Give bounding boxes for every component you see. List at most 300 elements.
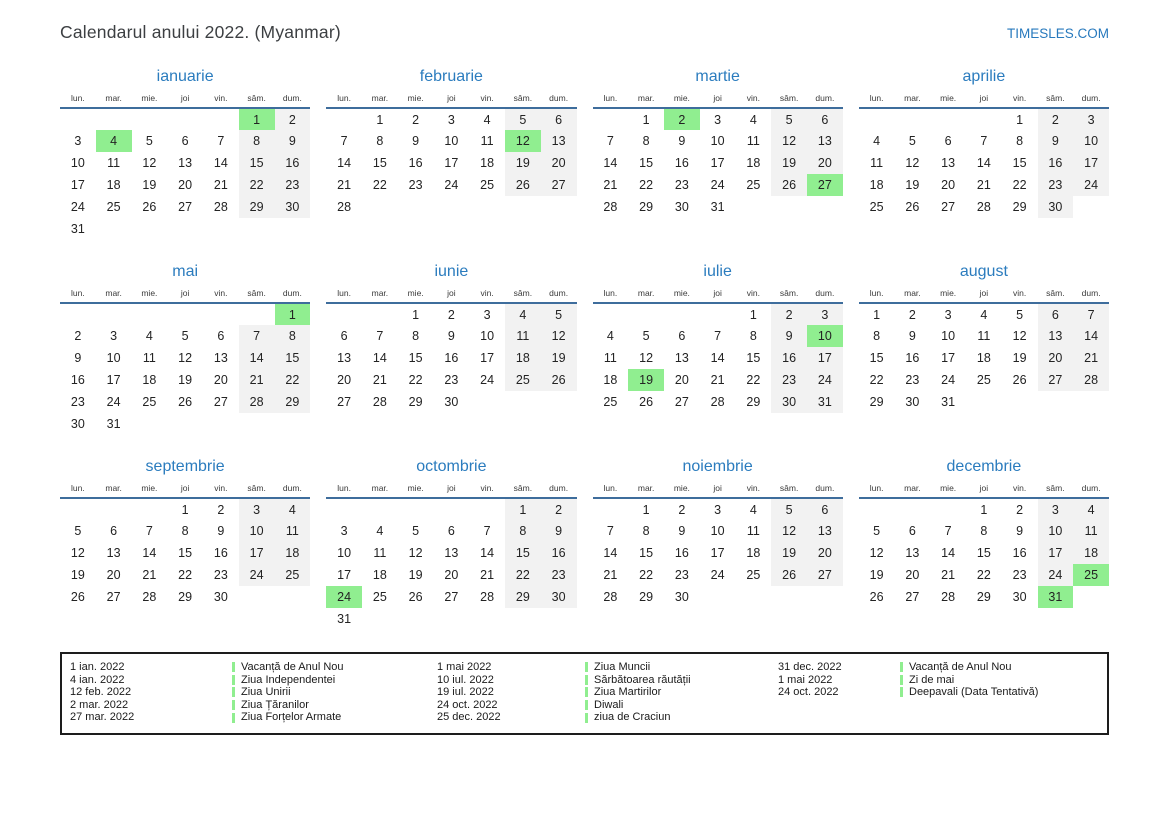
- day-cell: 19: [869, 568, 884, 582]
- empty-cell: [469, 391, 505, 413]
- day-cell: 14: [976, 156, 991, 170]
- day-cell: 10: [337, 546, 352, 560]
- day-cell: 7: [217, 134, 225, 148]
- day-cell: 9: [908, 329, 916, 343]
- weekday-label: lun.: [593, 288, 629, 303]
- day-cell: 1: [1016, 112, 1024, 127]
- day-cell: 8: [376, 134, 384, 148]
- day-cell: 12: [70, 546, 85, 560]
- empty-cell: [807, 196, 843, 218]
- day-cell: 21: [372, 373, 387, 387]
- empty-cell: [505, 196, 541, 218]
- day-cell: 13: [1038, 325, 1074, 347]
- day-cell: 29: [275, 391, 311, 413]
- empty-cell: [895, 108, 931, 130]
- day-cell: 27: [541, 174, 577, 196]
- day-cell: 3: [1038, 498, 1074, 520]
- day-cell: 28: [239, 391, 275, 413]
- day-cell: 5: [771, 498, 807, 520]
- day-cell: 29: [869, 395, 884, 409]
- day-cell: 19: [628, 369, 664, 391]
- empty-cell: [700, 586, 736, 608]
- weekday-label: mar.: [362, 93, 398, 108]
- legend-date: 24 oct. 2022: [778, 686, 839, 699]
- day-cell: 18: [142, 373, 157, 387]
- weekday-label: joi: [700, 483, 736, 498]
- empty-cell: [859, 498, 895, 520]
- day-cell: 30: [275, 196, 311, 218]
- empty-cell: [593, 303, 629, 325]
- holiday-marker-icon: [585, 713, 588, 723]
- day-cell: 7: [606, 134, 614, 148]
- day-cell: 26: [771, 174, 807, 196]
- legend-date: 4 ian. 2022: [70, 673, 125, 686]
- day-cell: 18: [106, 178, 121, 192]
- day-cell: 21: [603, 178, 618, 192]
- day-cell: 13: [106, 546, 121, 560]
- day-cell: 8: [1016, 134, 1024, 148]
- legend-entry: [585, 711, 691, 724]
- day-cell: 18: [869, 178, 884, 192]
- weekday-label: mar.: [628, 93, 664, 108]
- day-cell: 17: [807, 347, 843, 369]
- day-cell: 9: [74, 351, 82, 365]
- day-cell: 28: [1073, 369, 1109, 391]
- day-cell: 24: [106, 395, 121, 409]
- day-cell: 7: [145, 524, 153, 538]
- day-cell: 26: [541, 369, 577, 391]
- day-cell: 10: [444, 134, 459, 148]
- empty-cell: [96, 303, 132, 325]
- day-cell: 7: [340, 134, 348, 148]
- day-cell: 7: [376, 329, 384, 343]
- day-cell: 17: [106, 373, 121, 387]
- weekday-label: mie.: [398, 93, 434, 108]
- day-cell: 17: [337, 568, 352, 582]
- day-cell: 30: [70, 417, 85, 431]
- holiday-marker-icon: [232, 662, 235, 672]
- weekday-label: mar.: [96, 288, 132, 303]
- legend-entry: [585, 661, 691, 674]
- day-cell: 20: [905, 568, 920, 582]
- day-cell: 30: [1012, 590, 1027, 604]
- day-cell: 30: [674, 200, 689, 214]
- day-cell: 7: [1073, 303, 1109, 325]
- empty-cell: [398, 196, 434, 218]
- day-cell: 4: [376, 524, 384, 538]
- day-cell: 19: [1012, 351, 1027, 365]
- day-cell: 27: [337, 395, 352, 409]
- empty-cell: [275, 413, 311, 435]
- day-cell: 8: [749, 329, 757, 343]
- day-cell: 29: [976, 590, 991, 604]
- day-cell: 22: [976, 568, 991, 582]
- day-cell: 25: [603, 395, 618, 409]
- day-cell: 11: [746, 524, 760, 538]
- day-cell: 18: [275, 542, 311, 564]
- month-title: iunie: [434, 263, 469, 280]
- weekday-label: vin.: [203, 93, 239, 108]
- weekday-label: joi: [966, 288, 1002, 303]
- day-cell: 25: [746, 178, 761, 192]
- day-cell: 26: [869, 590, 884, 604]
- day-cell: 5: [771, 108, 807, 130]
- legend-entry: [232, 711, 344, 724]
- day-cell: 22: [869, 373, 884, 387]
- day-cell: 14: [603, 156, 618, 170]
- day-cell: 10: [239, 520, 275, 542]
- day-cell: 9: [1016, 524, 1024, 538]
- day-cell: 8: [505, 520, 541, 542]
- day-cell: 22: [746, 373, 761, 387]
- day-cell: 27: [1038, 369, 1074, 391]
- day-cell: 16: [70, 373, 85, 387]
- empty-cell: [664, 303, 700, 325]
- day-cell: 18: [746, 546, 761, 560]
- day-cell: 5: [873, 524, 881, 538]
- day-cell: 19: [541, 347, 577, 369]
- weekday-label: lun.: [859, 288, 895, 303]
- day-cell: 15: [746, 351, 761, 365]
- empty-cell: [203, 413, 239, 435]
- day-cell: 21: [710, 373, 725, 387]
- day-cell: 10: [807, 325, 843, 347]
- day-cell: 2: [771, 303, 807, 325]
- legend-entry: [900, 674, 1038, 687]
- day-cell: 22: [639, 568, 654, 582]
- month-title: februarie: [419, 68, 483, 85]
- month-ianuarie: [60, 68, 310, 243]
- month-mai: [60, 263, 310, 438]
- day-cell: 5: [1016, 307, 1024, 322]
- day-cell: 16: [444, 351, 459, 365]
- empty-cell: [1073, 391, 1109, 413]
- holiday-marker-icon: [900, 687, 903, 697]
- weekday-label: sâm.: [1038, 93, 1074, 108]
- empty-cell: [132, 218, 168, 240]
- weekday-label: mie.: [398, 483, 434, 498]
- day-cell: 13: [905, 546, 920, 560]
- day-cell: 20: [807, 542, 843, 564]
- day-cell: 12: [178, 351, 193, 365]
- empty-cell: [736, 196, 772, 218]
- day-cell: 14: [941, 546, 956, 560]
- day-cell: 13: [807, 520, 843, 542]
- empty-cell: [132, 498, 168, 520]
- day-cell: 6: [1038, 303, 1074, 325]
- day-cell: 8: [873, 329, 881, 343]
- day-cell: 18: [746, 156, 761, 170]
- empty-cell: [275, 586, 311, 608]
- day-cell: 24: [480, 373, 495, 387]
- weekday-label: mar.: [96, 483, 132, 498]
- weekday-label: sâm.: [1038, 483, 1074, 498]
- month-aprilie: [859, 68, 1109, 243]
- weekday-label: vin.: [1002, 93, 1038, 108]
- day-cell: 9: [541, 520, 577, 542]
- day-cell: 28: [372, 395, 387, 409]
- empty-cell: [60, 108, 96, 130]
- day-cell: 3: [714, 112, 722, 127]
- day-cell: 23: [771, 369, 807, 391]
- month-title: ianuarie: [156, 68, 214, 85]
- day-cell: 14: [337, 156, 352, 170]
- day-cell: 14: [480, 546, 495, 560]
- month-title: mai: [172, 263, 199, 280]
- day-cell: 20: [337, 373, 352, 387]
- day-cell: 31: [807, 391, 843, 413]
- day-cell: 12: [541, 325, 577, 347]
- day-cell: 9: [1038, 130, 1074, 152]
- day-cell: 27: [213, 395, 228, 409]
- day-cell: 22: [275, 369, 311, 391]
- day-cell: 3: [447, 112, 455, 127]
- months-grid: [60, 68, 1109, 633]
- day-cell: 1: [505, 498, 541, 520]
- day-cell: 21: [213, 178, 228, 192]
- day-cell: 16: [1038, 152, 1074, 174]
- weekday-label: vin.: [469, 483, 505, 498]
- day-cell: 17: [239, 542, 275, 564]
- day-cell: 20: [941, 178, 956, 192]
- legend-entry: [232, 674, 344, 687]
- day-cell: 15: [239, 152, 275, 174]
- weekday-label: lun.: [859, 483, 895, 498]
- legend-name: Diwali: [594, 698, 624, 711]
- weekday-label: lun.: [593, 93, 629, 108]
- legend-date: 2 mar. 2022: [70, 698, 129, 711]
- legend-entry: [585, 674, 691, 687]
- day-cell: 2: [541, 498, 577, 520]
- legend-entry: [585, 699, 691, 712]
- day-cell: 4: [96, 130, 132, 152]
- day-cell: 28: [213, 200, 228, 214]
- day-cell: 17: [70, 178, 85, 192]
- holiday-marker-icon: [900, 675, 903, 685]
- day-cell: 13: [444, 546, 459, 560]
- day-cell: 4: [749, 502, 757, 517]
- holiday-marker-icon: [232, 713, 235, 723]
- day-cell: 20: [106, 568, 121, 582]
- day-cell: 21: [1073, 347, 1109, 369]
- day-cell: 10: [480, 329, 495, 343]
- day-cell: 15: [639, 156, 654, 170]
- day-cell: 20: [674, 373, 689, 387]
- legend-entry: [232, 699, 344, 712]
- day-cell: 2: [412, 112, 420, 127]
- weekday-label: mar.: [895, 288, 931, 303]
- day-cell: 15: [275, 347, 311, 369]
- legend-date: 1 ian. 2022: [70, 661, 125, 673]
- site-link[interactable]: TIMESLES.COM: [1006, 26, 1109, 41]
- day-cell: 21: [142, 568, 157, 582]
- day-cell: 1: [412, 307, 420, 322]
- legend-name: Vacanță de Anul Nou: [241, 661, 344, 673]
- holiday-marker-icon: [585, 687, 588, 697]
- day-cell: 3: [74, 134, 82, 148]
- day-cell: 10: [1038, 520, 1074, 542]
- day-cell: 6: [908, 524, 916, 538]
- day-cell: 23: [408, 178, 423, 192]
- legend: [60, 652, 1109, 735]
- day-cell: 26: [639, 395, 654, 409]
- day-cell: 15: [869, 351, 884, 365]
- weekday-label: mie.: [930, 93, 966, 108]
- day-cell: 2: [664, 108, 700, 130]
- day-cell: 27: [674, 395, 689, 409]
- day-cell: 15: [505, 542, 541, 564]
- weekday-label: dum.: [275, 288, 311, 303]
- legend-group: [70, 661, 437, 724]
- day-cell: 19: [771, 152, 807, 174]
- month-table: [60, 93, 310, 240]
- day-cell: 2: [908, 307, 916, 322]
- day-cell: 6: [541, 108, 577, 130]
- day-cell: 5: [642, 329, 650, 343]
- day-cell: 6: [217, 329, 225, 343]
- day-cell: 8: [980, 524, 988, 538]
- day-cell: 22: [505, 564, 541, 586]
- weekday-label: dum.: [541, 288, 577, 303]
- month-title: octombrie: [416, 458, 487, 475]
- month-table: [593, 93, 843, 218]
- weekday-label: mie.: [398, 288, 434, 303]
- empty-cell: [700, 303, 736, 325]
- weekday-label: vin.: [736, 483, 772, 498]
- empty-cell: [505, 608, 541, 630]
- legend-group: [778, 661, 1099, 724]
- day-cell: 23: [213, 568, 228, 582]
- day-cell: 11: [142, 351, 156, 365]
- empty-cell: [895, 498, 931, 520]
- day-cell: 20: [1038, 347, 1074, 369]
- day-cell: 11: [275, 520, 311, 542]
- day-cell: 16: [1012, 546, 1027, 560]
- empty-cell: [362, 303, 398, 325]
- month-table: [859, 288, 1109, 413]
- empty-cell: [930, 108, 966, 130]
- day-cell: 15: [639, 546, 654, 560]
- day-cell: 2: [74, 329, 82, 343]
- day-cell: 3: [807, 303, 843, 325]
- day-cell: 26: [505, 174, 541, 196]
- day-cell: 14: [710, 351, 725, 365]
- day-cell: 9: [447, 329, 455, 343]
- day-cell: 1: [749, 307, 757, 322]
- day-cell: 11: [373, 546, 387, 560]
- legend-entry: [232, 661, 344, 674]
- day-cell: 11: [505, 325, 541, 347]
- day-cell: 4: [145, 329, 153, 343]
- page-title: Calendarul anului 2022. (Myanmar): [60, 22, 341, 42]
- legend-date: 12 feb. 2022: [70, 686, 132, 699]
- month-title: august: [959, 263, 1008, 280]
- day-cell: 8: [642, 134, 650, 148]
- empty-cell: [966, 391, 1002, 413]
- day-cell: 15: [372, 156, 387, 170]
- day-cell: 14: [239, 347, 275, 369]
- day-cell: 25: [372, 590, 387, 604]
- weekday-label: mar.: [628, 288, 664, 303]
- day-cell: 8: [239, 130, 275, 152]
- legend-date: 27 mar. 2022: [70, 711, 135, 724]
- day-cell: 21: [480, 568, 495, 582]
- day-cell: 30: [444, 395, 459, 409]
- day-cell: 28: [603, 590, 618, 604]
- weekday-label: vin.: [736, 288, 772, 303]
- day-cell: 26: [70, 590, 85, 604]
- weekday-label: lun.: [326, 483, 362, 498]
- day-cell: 31: [1038, 586, 1074, 608]
- day-cell: 27: [905, 590, 920, 604]
- month-title: septembrie: [145, 458, 225, 475]
- weekday-label: sâm.: [505, 483, 541, 498]
- weekday-label: joi: [167, 288, 203, 303]
- empty-cell: [736, 586, 772, 608]
- day-cell: 29: [239, 196, 275, 218]
- weekday-label: joi: [434, 288, 470, 303]
- weekday-label: lun.: [60, 483, 96, 498]
- day-cell: 26: [771, 564, 807, 586]
- weekday-label: mar.: [628, 483, 664, 498]
- day-cell: 3: [239, 498, 275, 520]
- day-cell: 28: [941, 590, 956, 604]
- day-cell: 17: [710, 546, 725, 560]
- legend-entry: [900, 661, 1038, 674]
- day-cell: 24: [326, 586, 362, 608]
- empty-cell: [593, 108, 629, 130]
- day-cell: 4: [505, 303, 541, 325]
- weekday-label: joi: [700, 93, 736, 108]
- weekday-label: dum.: [1073, 93, 1109, 108]
- legend-entry: [585, 686, 691, 699]
- day-cell: 28: [337, 200, 352, 214]
- day-cell: 13: [807, 130, 843, 152]
- day-cell: 26: [178, 395, 193, 409]
- day-cell: 1: [642, 112, 650, 127]
- legend-group: [437, 661, 778, 724]
- empty-cell: [362, 196, 398, 218]
- weekday-label: sâm.: [505, 93, 541, 108]
- day-cell: 29: [505, 586, 541, 608]
- day-cell: 21: [976, 178, 991, 192]
- weekday-label: mie.: [664, 93, 700, 108]
- weekday-label: dum.: [807, 93, 843, 108]
- empty-cell: [1002, 391, 1038, 413]
- day-cell: 20: [178, 178, 193, 192]
- empty-cell: [1038, 391, 1074, 413]
- weekday-label: mie.: [930, 288, 966, 303]
- day-cell: 30: [213, 590, 228, 604]
- day-cell: 29: [746, 395, 761, 409]
- day-cell: 7: [944, 524, 952, 538]
- day-cell: 11: [977, 329, 991, 343]
- day-cell: 26: [1012, 373, 1027, 387]
- day-cell: 29: [408, 395, 423, 409]
- day-cell: 3: [714, 502, 722, 517]
- day-cell: 15: [408, 351, 423, 365]
- day-cell: 22: [239, 174, 275, 196]
- day-cell: 14: [1073, 325, 1109, 347]
- weekday-label: lun.: [60, 288, 96, 303]
- empty-cell: [966, 108, 1002, 130]
- day-cell: 11: [107, 156, 121, 170]
- day-cell: 31: [710, 200, 725, 214]
- day-cell: 24: [710, 178, 725, 192]
- day-cell: 23: [541, 564, 577, 586]
- legend-name: Ziua Muncii: [594, 661, 651, 673]
- day-cell: 2: [217, 502, 225, 517]
